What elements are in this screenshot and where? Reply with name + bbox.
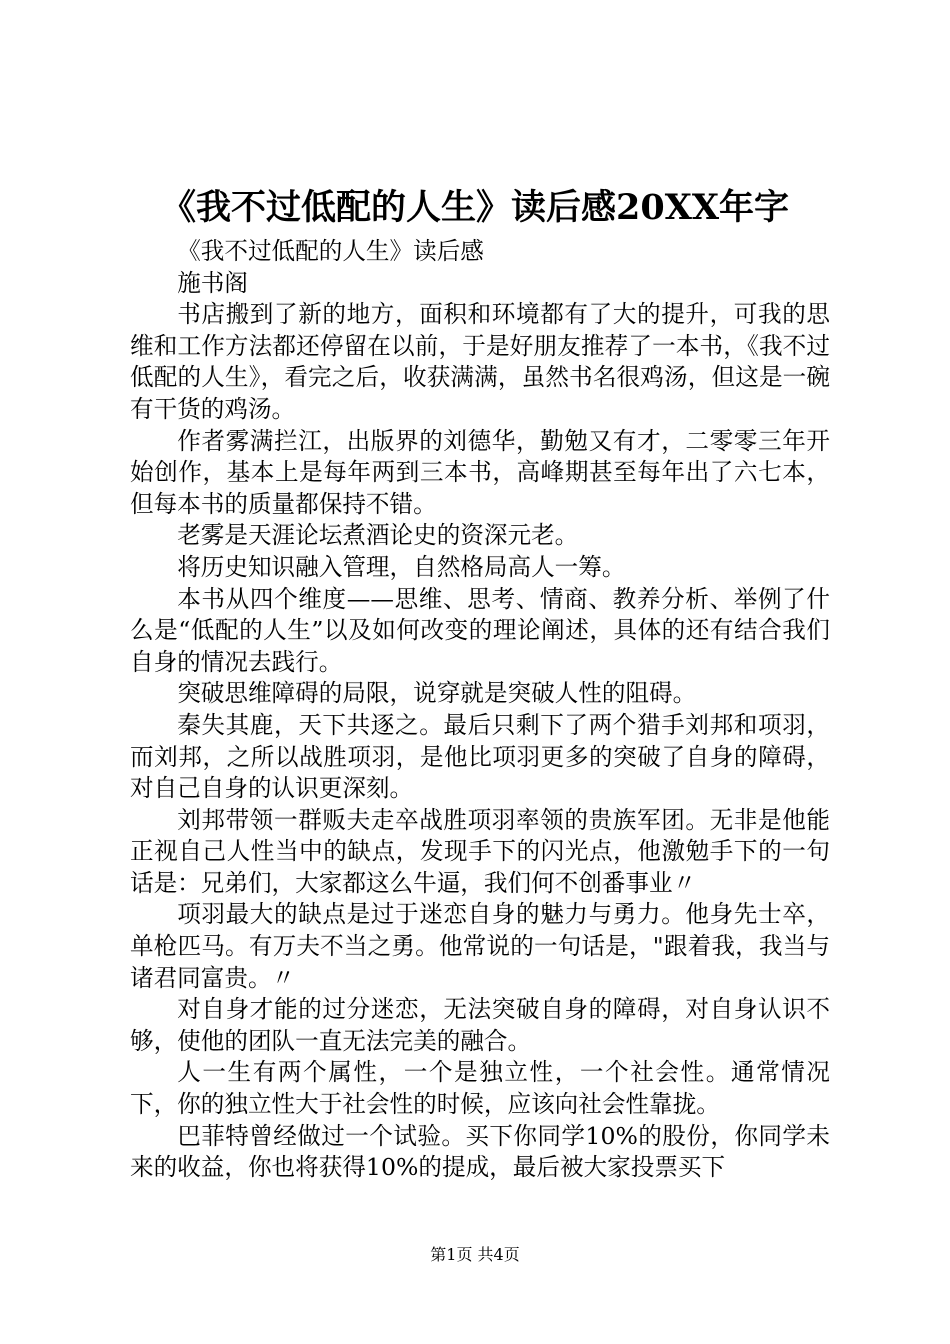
- paragraph-subtitle: 《我不过低配的人生》读后感: [177, 237, 484, 265]
- paragraph: 项羽最大的缺点是过于迷恋自身的魅力与勇力。他身先士卒，单枪匹马。有万夫不当之勇。他常说的一句话是，"跟着我，我当与诸君同富贵。〃: [130, 900, 830, 992]
- paragraph: 秦失其鹿，天下共逐之。最后只剩下了两个猎手刘邦和项羽，而刘邦，之所以战胜项羽，是他比项羽更多的突破了自身的障碍，对自己自身的认识更深刻。: [130, 710, 830, 803]
- paragraph: 巴菲特曾经做过一个试验。买下你同学10%的股份，你同学未来的收益，你也将获得10%的提成，最后被大家投票买下: [130, 1121, 830, 1182]
- page-footer: [0, 1244, 950, 1266]
- paragraph: 人一生有两个属性，一个是独立性，一个社会性。通常情况下，你的独立性大于社会性的时候，应该向社会性靠拢。: [130, 1058, 830, 1119]
- paragraph: 书店搬到了新的地方，面积和环境都有了大的提升，可我的思维和工作方法都还停留在以前，于是好朋友推荐了一本书，《我不过低配的人生》，看完之后，收获满满，虽然书名很鸡汤，但这是一碗有干货的鸡汤。: [130, 300, 830, 423]
- document-body: [130, 236, 830, 1184]
- paragraph: 对自身才能的过分迷恋，无法突破自身的障碍，对自身认识不够，使他的团队一直无法完美的融合。: [130, 995, 830, 1055]
- paragraph: 将历史知识融入管理，自然格局高人一筹。: [177, 552, 626, 581]
- paragraph: 老雾是天涯论坛煮酒论史的资深元老。: [177, 521, 579, 550]
- paragraph-author: 施书阁: [177, 268, 248, 297]
- paragraph: 本书从四个维度——思维、思考、情商、教养分析、举例了什么是“低配的人生”以及如何改变的理论阐述，具体的还有结合我们自身的情况去践行。: [130, 584, 830, 676]
- document-title: 《我不过低配的人生》读后感20XX年字: [160, 187, 790, 228]
- paragraph: 突破思维障碍的局限，说穿就是突破人性的阻碍。: [177, 679, 697, 708]
- paragraph: 作者雾满拦江，出版界的刘德华，勤勉又有才，二零零三年开始创作，基本上是每年两到三本书，高峰期甚至每年出了六七本，但每本书的质量都保持不错。: [130, 426, 830, 518]
- page-number: 第1页 共4页: [430, 1245, 520, 1264]
- paragraph: 刘邦带领一群贩夫走卒战胜项羽率领的贵族军团。无非是他能正视自己人性当中的缺点，发现手下的闪光点，他激勉手下的一句话是：兄弟们，大家都这么牛逼，我们何不创番事业〃: [130, 805, 830, 897]
